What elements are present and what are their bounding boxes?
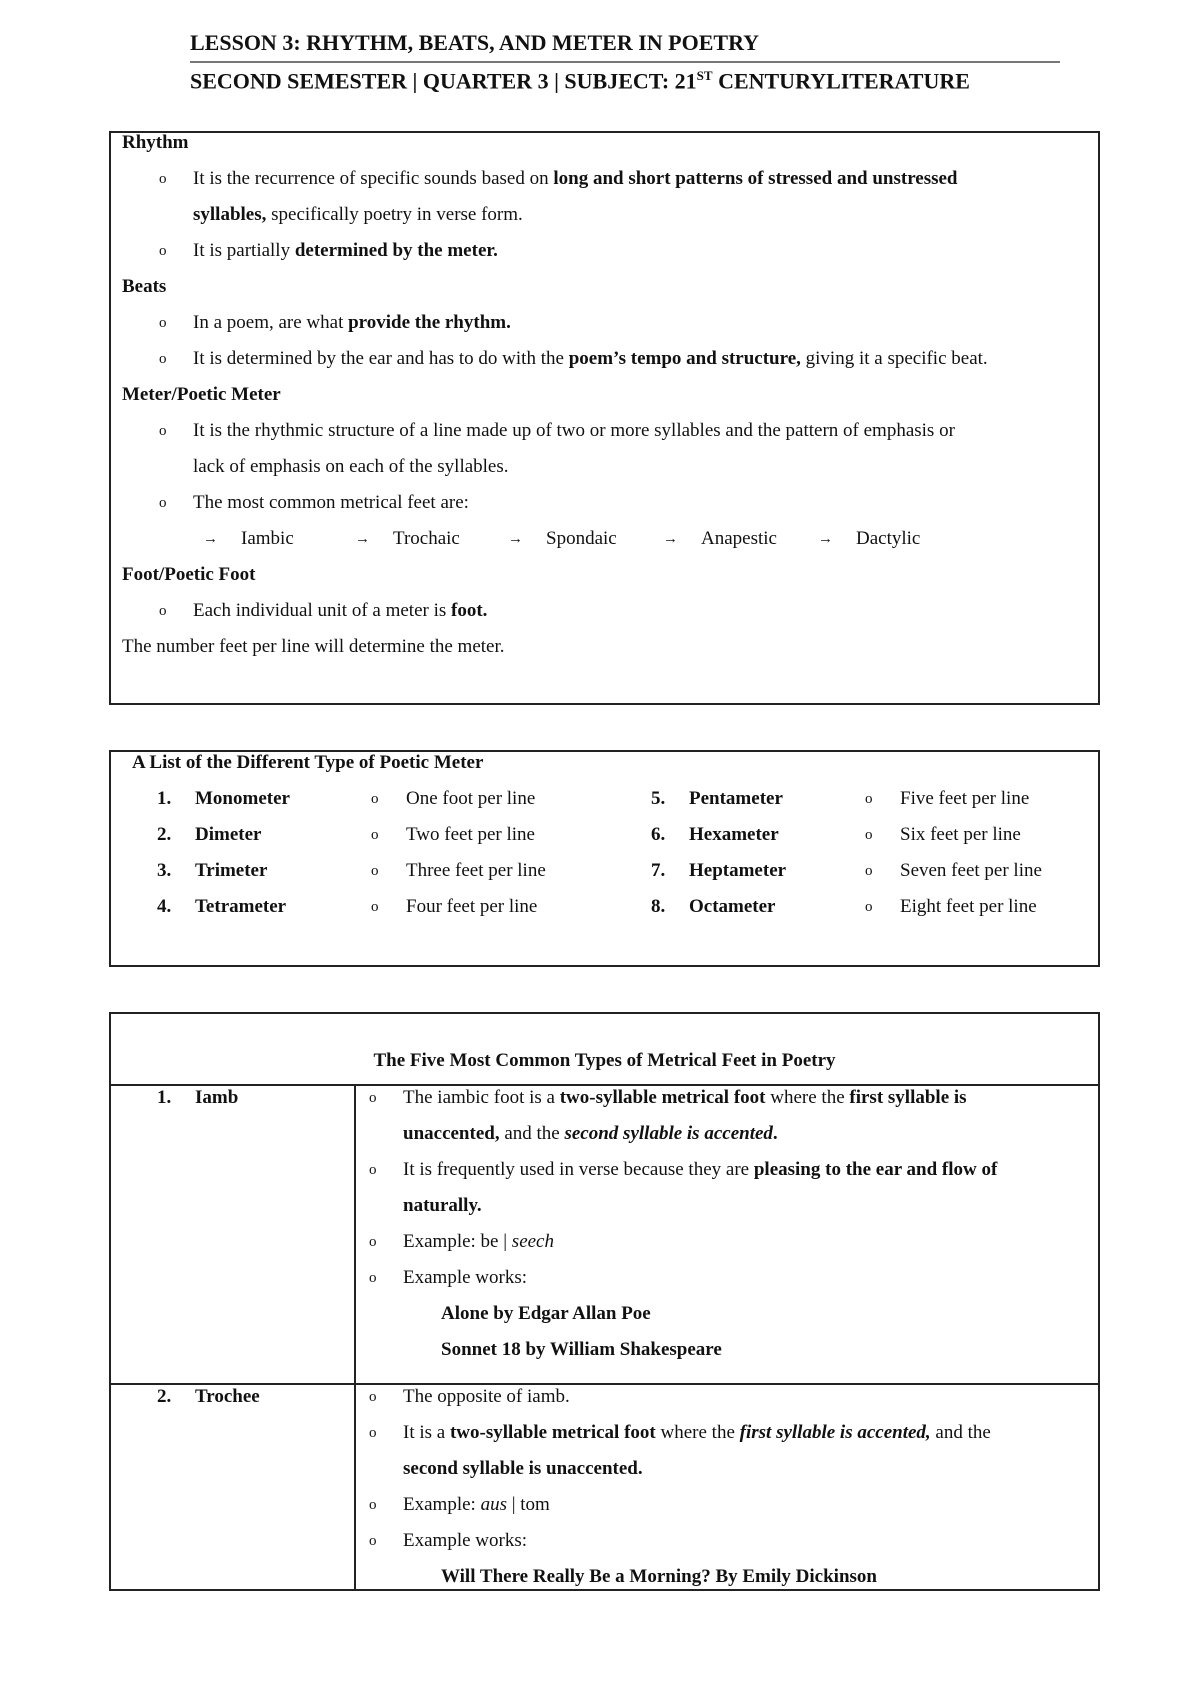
bullet: o (865, 791, 873, 807)
rhythm-bullet-1: It is the recurrence of specific sounds based on long and short patterns of stressed and unstressed (193, 168, 958, 189)
iamb-example: Example: be | seech (403, 1231, 554, 1252)
bullet: o (159, 243, 167, 259)
iamb-bullet-1-cont: unaccented, and the second syllable is accented. (403, 1123, 778, 1144)
meter-name: Hexameter (689, 824, 779, 845)
meter-num: 6. (651, 824, 666, 845)
bullet: o (159, 171, 167, 187)
bullet: o (369, 1234, 377, 1250)
trochee-work-1: Will There Really Be a Morning? By Emily Dickinson (441, 1566, 877, 1587)
arrow-icon: → (355, 531, 370, 547)
foot-trochaic: Trochaic (393, 528, 460, 549)
bullet: o (369, 1162, 377, 1178)
iamb-bullet-1: The iambic foot is a two-syllable metrical foot where the first syllable is (403, 1087, 967, 1108)
foot-dactylic: Dactylic (856, 528, 921, 549)
iamb-works-label: Example works: (403, 1267, 528, 1288)
rhythm-bullet-2: It is partially determined by the meter. (193, 240, 498, 261)
meter-desc: Three feet per line (406, 860, 546, 881)
meter-num: 7. (651, 860, 666, 881)
rhythm-bullet-1-cont: syllables, specifically poetry in verse form. (193, 204, 523, 225)
arrow-icon: → (203, 531, 218, 547)
bullet: o (159, 351, 167, 367)
meter-name: Trimeter (195, 860, 268, 881)
meter-desc: Six feet per line (900, 824, 1021, 845)
bullet: o (865, 899, 873, 915)
meter-num: 4. (157, 896, 172, 917)
bullet: o (369, 1425, 377, 1441)
meter-name: Monometer (195, 788, 290, 809)
meter-desc: Seven feet per line (900, 860, 1042, 881)
table-row (111, 1086, 1098, 1385)
meter-num: 5. (651, 788, 666, 809)
arrow-icon: → (663, 531, 678, 547)
definitions-box (109, 131, 1100, 705)
meter-name: Dimeter (195, 824, 262, 845)
bullet: o (159, 495, 167, 511)
meter-name: Tetrameter (195, 896, 287, 917)
arrow-icon: → (818, 531, 833, 547)
bullet: o (369, 1090, 377, 1106)
meter-name: Octameter (689, 896, 776, 917)
foot-num: 2. (157, 1386, 172, 1407)
meter-desc: Two feet per line (406, 824, 535, 845)
iamb-bullet-2-cont: naturally. (403, 1195, 482, 1216)
trochee-bullet-1: The opposite of iamb. (403, 1386, 570, 1407)
trochee-bullet-2: It is a two-syllable metrical foot where the first syllable is accented, and the (403, 1422, 991, 1443)
meter-name: Heptameter (689, 860, 787, 881)
foot-heading: Foot/Poetic Foot (122, 564, 256, 585)
bullet: o (369, 1270, 377, 1286)
trochee-example: Example: aus | tom (403, 1494, 550, 1515)
foot-bullet-1: Each individual unit of a meter is foot. (193, 600, 488, 621)
foot-name: Iamb (195, 1087, 239, 1108)
foot-iambic: Iambic (241, 528, 294, 549)
bullet: o (371, 863, 379, 879)
table-title-row (111, 1014, 1098, 1086)
beats-heading: Beats (122, 276, 167, 297)
iamb-work-1: Alone by Edgar Allan Poe (441, 1303, 651, 1324)
foot-name: Trochee (195, 1386, 260, 1407)
meter-bullet-1: It is the rhythmic structure of a line made up of two or more syllables and the pattern of emphasis or (193, 420, 955, 441)
meter-num: 1. (157, 788, 172, 809)
lesson-subtitle: SECOND SEMESTER | QUARTER 3 | SUBJECT: 21ST CENTURYLITERATURE (190, 68, 970, 94)
trochee-bullet-2-cont: second syllable is unaccented. (403, 1458, 643, 1479)
rhythm-heading: Rhythm (122, 132, 189, 153)
meter-list-title: A List of the Different Type of Poetic Meter (132, 752, 484, 773)
trochee-works-label: Example works: (403, 1530, 528, 1551)
bullet: o (371, 791, 379, 807)
meter-num: 3. (157, 860, 172, 881)
foot-spondaic: Spondaic (546, 528, 617, 549)
bullet: o (159, 315, 167, 331)
meter-desc: Four feet per line (406, 896, 538, 917)
beats-bullet-2: It is determined by the ear and has to do with the poem’s tempo and structure, giving it a specific beat. (193, 348, 988, 369)
foot-num: 1. (157, 1087, 172, 1108)
bullet: o (369, 1533, 377, 1549)
lesson-title: LESSON 3: RHYTHM, BEATS, AND METER IN POETRY (190, 30, 760, 55)
iamb-bullet-2: It is frequently used in verse because they are pleasing to the ear and flow of (403, 1159, 998, 1180)
beats-bullet-1: In a poem, are what provide the rhythm. (193, 312, 511, 333)
iamb-work-2: Sonnet 18 by William Shakespeare (441, 1339, 722, 1360)
bullet: o (865, 863, 873, 879)
meter-desc: Eight feet per line (900, 896, 1037, 917)
table-row (111, 1385, 1098, 1589)
meter-desc: One foot per line (406, 788, 536, 809)
meter-list-box (109, 750, 1100, 967)
table-title: The Five Most Common Types of Metrical Feet in Poetry (373, 1050, 836, 1071)
meter-heading: Meter/Poetic Meter (122, 384, 281, 405)
meter-num: 8. (651, 896, 666, 917)
closing-statement: The number feet per line will determine the meter. (122, 636, 505, 657)
meter-num: 2. (157, 824, 172, 845)
meter-bullet-2: The most common metrical feet are: (193, 492, 469, 513)
bullet: o (371, 827, 379, 843)
metrical-feet-table (109, 1012, 1100, 1591)
bullet: o (369, 1389, 377, 1405)
bullet: o (159, 423, 167, 439)
bullet: o (369, 1497, 377, 1513)
arrow-icon: → (508, 531, 523, 547)
meter-bullet-1-cont: lack of emphasis on each of the syllables. (193, 456, 509, 477)
bullet: o (371, 899, 379, 915)
meter-desc: Five feet per line (900, 788, 1030, 809)
bullet: o (865, 827, 873, 843)
bullet: o (159, 603, 167, 619)
meter-name: Pentameter (689, 788, 783, 809)
foot-anapestic: Anapestic (701, 528, 777, 549)
header-divider (190, 61, 1060, 63)
